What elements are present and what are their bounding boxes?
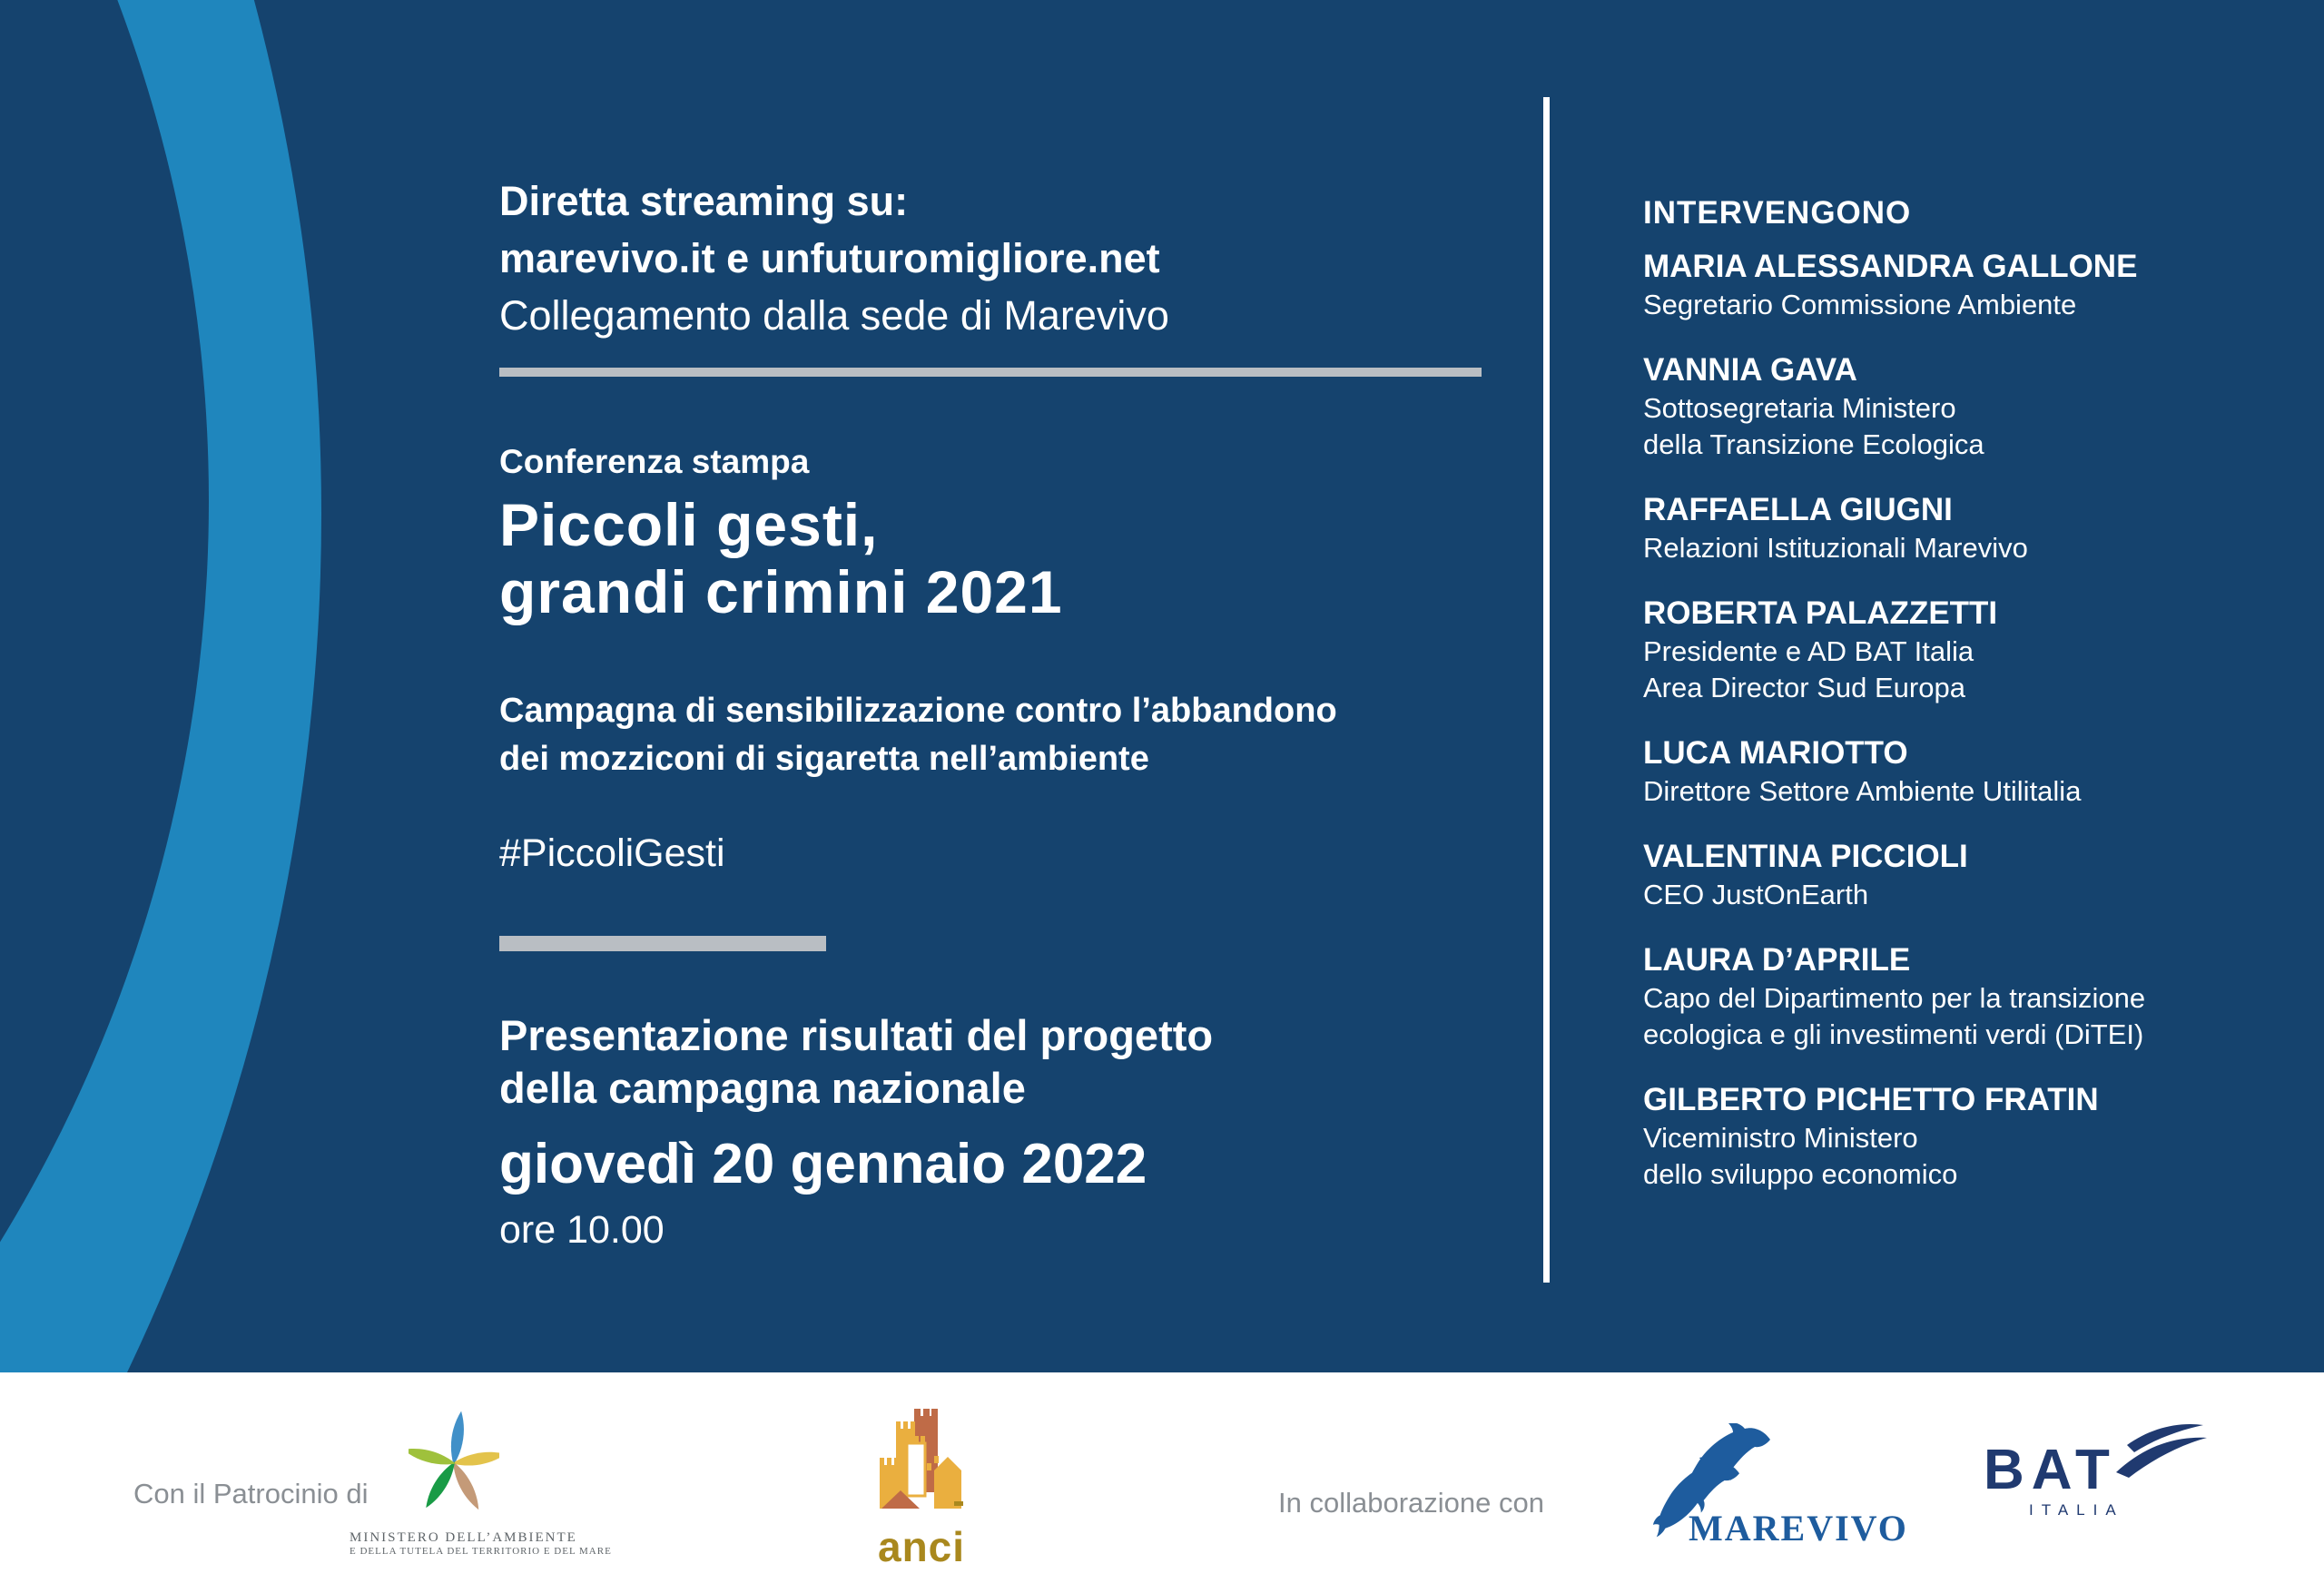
speaker-name: RAFFAELLA GIUGNI [1643,492,1953,527]
speaker-role: Direttore Settore Ambiente Utilitalia [1643,775,2082,807]
streaming-info [499,172,1561,344]
speaker-block [1643,247,2315,323]
ministero-name-line1: MINISTERO DELL’AMBIENTE [350,1530,577,1545]
speaker-block [1643,837,2315,913]
divider-bar [499,936,826,951]
vertical-separator [1543,97,1550,1283]
left-column [499,172,1561,1253]
bat-swoosh-icon [2100,1421,2209,1487]
speaker-role: ecologica e gli investimenti verdi (DiTEI) [1643,1018,2144,1050]
anci-label: anci [878,1523,966,1570]
speaker-role: Presidente e AD BAT Italia [1643,635,1974,667]
anci-logo [876,1407,1012,1570]
bat-logo [1984,1439,2183,1519]
speaker-name: MARIA ALESSANDRA GALLONE [1643,249,2138,284]
streaming-line1: Diretta streaming su: [499,178,909,224]
marevivo-label: MAREVIVO [1689,1508,1908,1549]
speakers-column [1643,194,2315,1193]
speaker-block [1643,1080,2315,1193]
hashtag: #PiccoliGesti [499,831,725,875]
speaker-name: VANNIA GAVA [1643,352,1857,388]
speaker-block [1643,733,2315,810]
bat-sub-label: ITALIA [2029,1501,2124,1519]
campaign-line1: Campagna di sensibilizzazione contro l’abbandono [499,692,1337,730]
streaming-line3: Collegamento dalla sede di Marevivo [499,292,1169,339]
speaker-name: LAURA D’APRILE [1643,942,1911,978]
speaker-role: Capo del Dipartimento per la transizione [1643,982,2146,1014]
bat-label: BAT [1984,1439,2117,1501]
ministero-star-icon [409,1403,499,1523]
ministero-ambiente-logo [350,1403,612,1557]
speaker-name: VALENTINA PICCIOLI [1643,839,1968,874]
conference-label: Conferenza stampa [499,443,810,480]
anci-castle-icon [876,1407,970,1521]
speaker-role: Segretario Commissione Ambiente [1643,289,2077,320]
event-title-line2: grandi crimini 2021 [499,558,1063,625]
speaker-role: Viceministro Ministero [1643,1122,1918,1154]
footer [0,1372,2324,1593]
divider-line [499,368,1482,377]
event-title [499,491,1561,625]
streaming-urls: marevivo.it e unfuturomigliore.net [499,235,1160,281]
presentation-text [499,1009,1561,1115]
campaign-line2: dei mozziconi di sigaretta nell’ambiente [499,740,1149,778]
speaker-role: dello sviluppo economico [1643,1158,1958,1190]
ministero-name-line2: E DELLA TUTELA DEL TERRITORIO E DEL MARE [350,1546,612,1557]
speaker-name: LUCA MARIOTTO [1643,735,1908,771]
speaker-role: Relazioni Istituzionali Marevivo [1643,532,2028,564]
event-date: giovedì 20 gennaio 2022 [499,1133,1147,1195]
event-time: ore 10.00 [499,1208,665,1252]
speaker-block [1643,490,2315,566]
speaker-role: della Transizione Ecologica [1643,428,1984,460]
speaker-role: CEO JustOnEarth [1643,879,1869,910]
speakers-header: INTERVENGONO [1643,195,1912,231]
speakers-list [1643,247,2315,1193]
patrocinio-label: Con il Patrocinio di [133,1478,369,1509]
speaker-role: Sottosegretaria Ministero [1643,392,1956,424]
event-title-line1: Piccoli gesti, [499,491,879,558]
presentation-line2: della campagna nazionale [499,1064,1026,1112]
collaborazione-label: In collaborazione con [1278,1487,1544,1519]
speaker-block [1643,940,2315,1053]
presentation-line1: Presentazione risultati del progetto [499,1011,1214,1059]
marevivo-logo [1645,1423,1917,1550]
speaker-block [1643,350,2315,463]
speaker-role: Area Director Sud Europa [1643,672,1965,703]
speaker-name: GILBERTO PICHETTO FRATIN [1643,1082,2099,1117]
speaker-block [1643,594,2315,706]
speaker-name: ROBERTA PALAZZETTI [1643,595,1998,631]
campaign-description [499,687,1561,783]
